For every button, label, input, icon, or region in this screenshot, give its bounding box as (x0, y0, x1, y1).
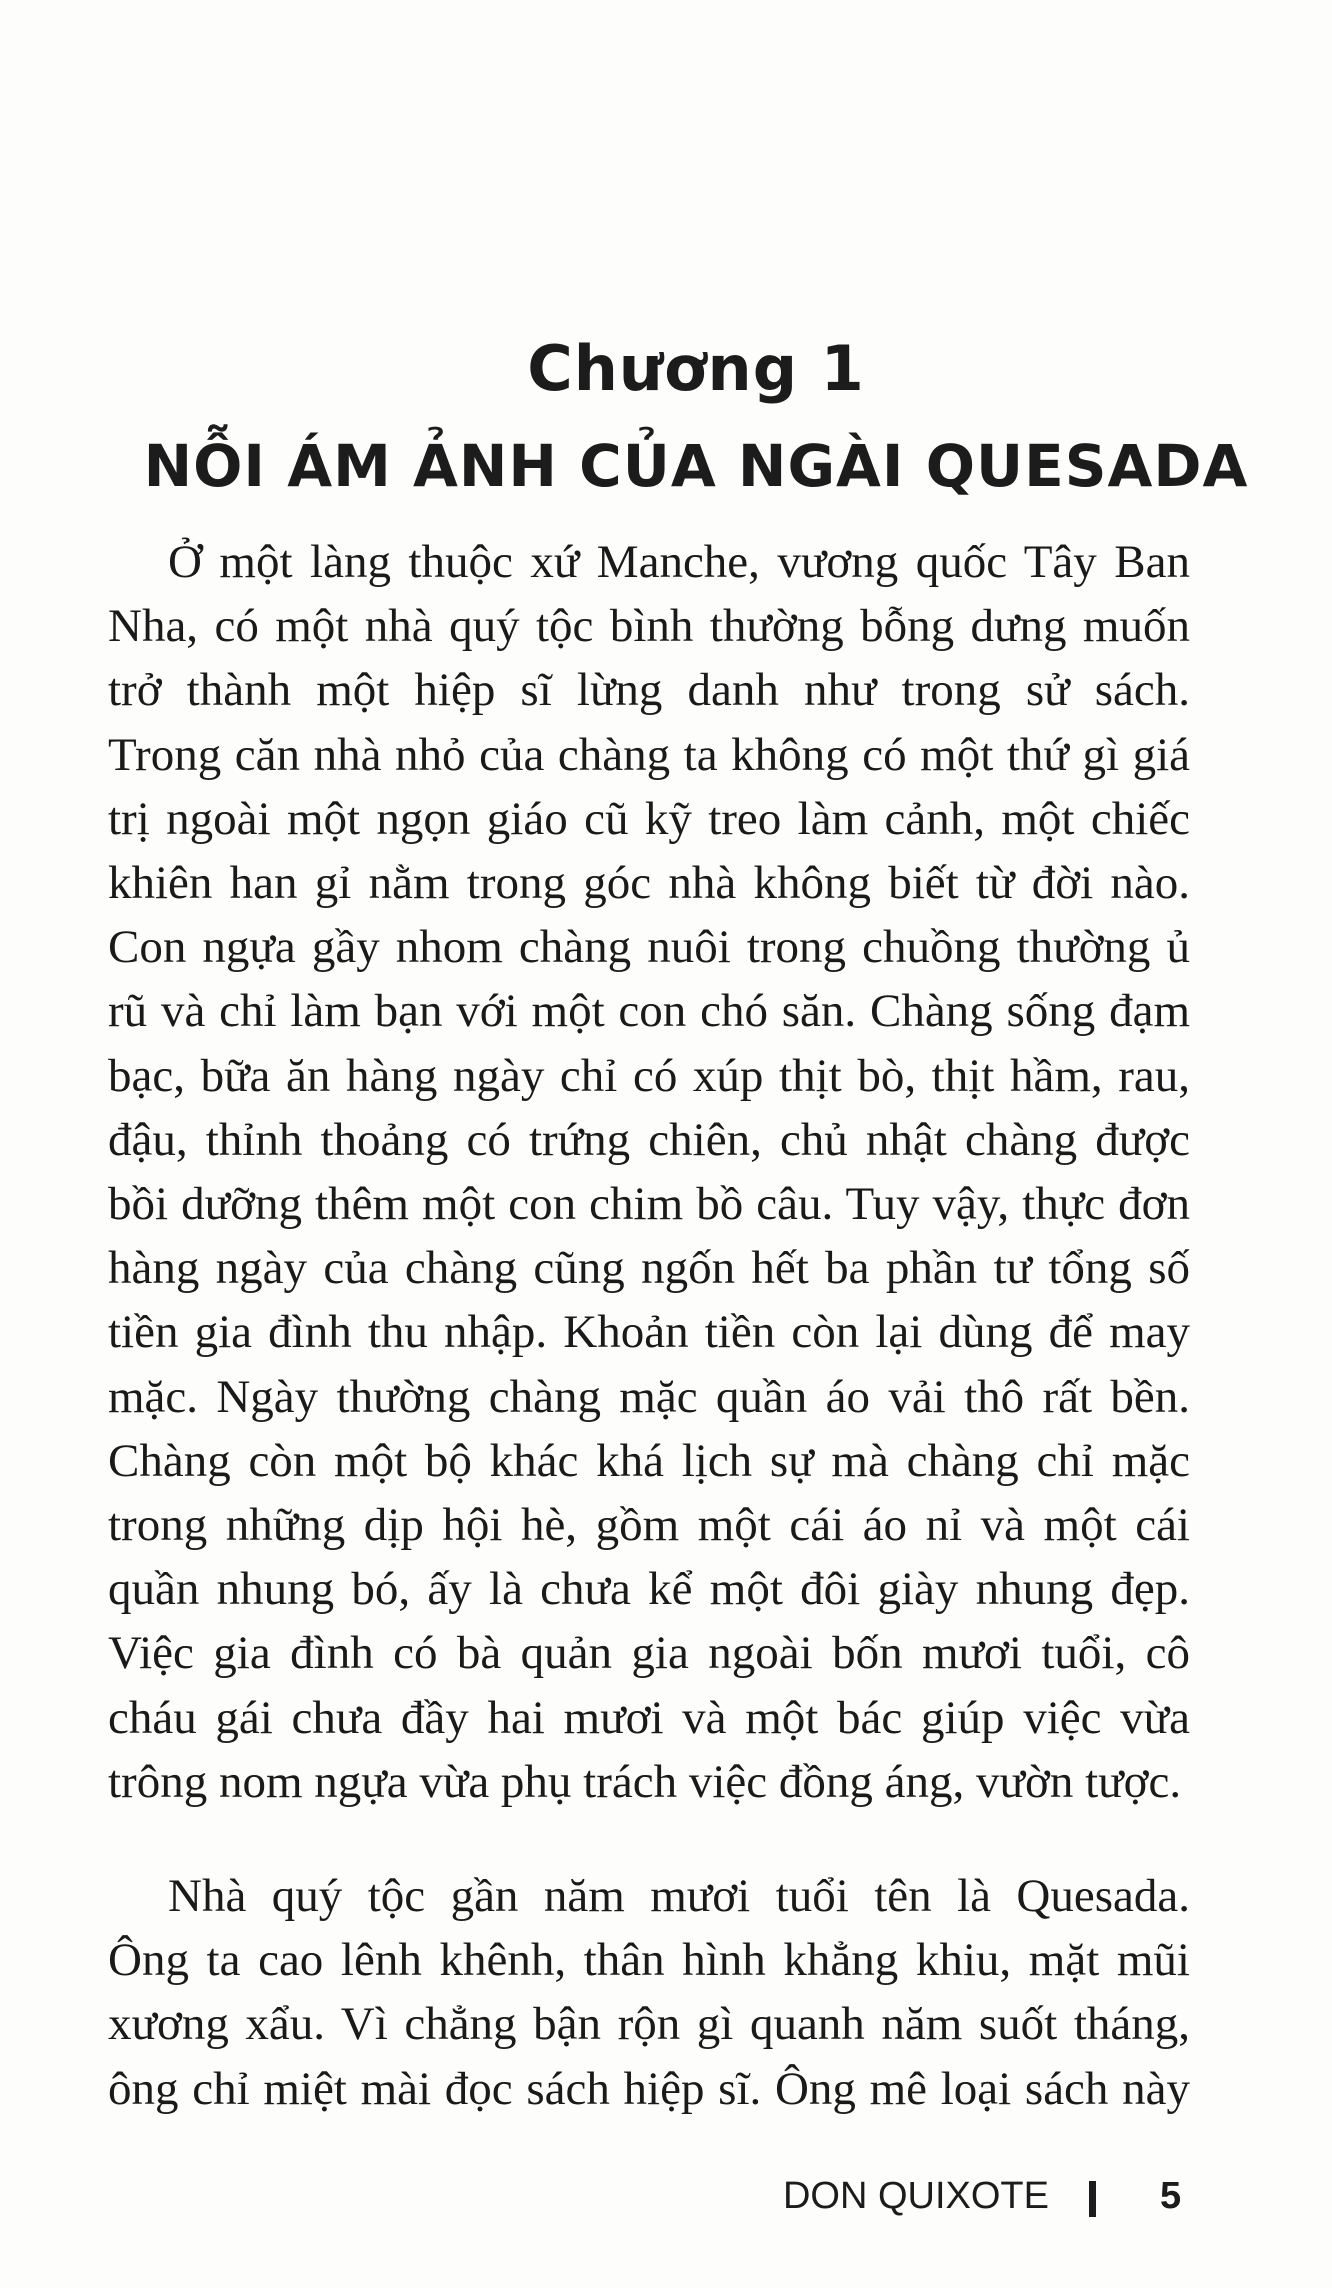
text-line: Ở một làng thuộc xứ Manche, vương quốc Tây Ban (168, 536, 1190, 588)
text-line: trông nom ngựa vừa phụ trách việc đồng áng, vườn tược. (108, 1755, 1182, 1808)
text-line: Việc gia đình có bà quản gia ngoài bốn mươi tuổi, cô (108, 1627, 1190, 1680)
text-line: Con ngựa gầy nhom chàng nuôi trong chuồng thường ủ (108, 921, 1190, 974)
text-line: Chàng còn một bộ khác khá lịch sự mà chàng chỉ mặc (108, 1434, 1190, 1487)
paragraph (108, 530, 1190, 1814)
chapter-title: NỖI ÁM ẢNH CỦA NGÀI QUESADA (143, 432, 1249, 500)
chapter-number: Chương 1 (527, 332, 865, 405)
text-line: rũ và chỉ làm bạn với một con chó săn. Chàng sống đạm (108, 985, 1190, 1038)
text-line: trong những dịp hội hè, gồm một cái áo nỉ và một cái (108, 1499, 1190, 1552)
text-line: cháu gái chưa đầy hai mươi và một bác giúp việc vừa (108, 1691, 1190, 1744)
body-text (108, 530, 1190, 2121)
text-line: xương xẩu. Vì chẳng bận rộn gì quanh năm suốt tháng, (108, 1998, 1190, 2051)
text-line: đậu, thỉnh thoảng có trứng chiên, chủ nhật chàng được (108, 1113, 1190, 1166)
text-line: Nha, có một nhà quý tộc bình thường bỗng dưng muốn (108, 600, 1190, 653)
text-line: trở thành một hiệp sĩ lừng danh như trong sử sách. (108, 664, 1190, 717)
text-line: mặc. Ngày thường chàng mặc quần áo vải thô rất bền. (108, 1370, 1190, 1423)
text-line: hàng ngày của chàng cũng ngốn hết ba phần tư tổng số (108, 1242, 1190, 1295)
text-line: Ông ta cao lênh khênh, thân hình khẳng khiu, mặt mũi (108, 1934, 1190, 1987)
text-line: bồi dưỡng thêm một con chim bồ câu. Tuy vậy, thực đơn (108, 1178, 1190, 1231)
text-line: Nhà quý tộc gần năm mươi tuổi tên là Quesada. (168, 1870, 1190, 1923)
text-line: bạc, bữa ăn hàng ngày chỉ có xúp thịt bò, thịt hầm, rau, (108, 1049, 1190, 1102)
page-number: 5 (1160, 2175, 1182, 2217)
paragraph (108, 1864, 1190, 2121)
text-line: ông chỉ miệt mài đọc sách hiệp sĩ. Ông mê loại sách này (108, 2062, 1190, 2115)
text-line: trị ngoài một ngọn giáo cũ kỹ treo làm cảnh, một chiếc (108, 792, 1190, 845)
text-line: Trong căn nhà nhỏ của chàng ta không có một thứ gì giá (108, 728, 1190, 781)
text-line: tiền gia đình thu nhập. Khoản tiền còn lại dùng để may (108, 1306, 1190, 1359)
page-footer (0, 2175, 1332, 2235)
running-title: DON QUIXOTE (782, 2175, 1049, 2217)
footer-separator (1089, 2181, 1096, 2217)
text-line: khiên han gỉ nằm trong góc nhà không biết từ đời nào. (108, 857, 1190, 910)
text-line: quần nhung bó, ấy là chưa kể một đôi giày nhung đẹp. (108, 1563, 1190, 1616)
